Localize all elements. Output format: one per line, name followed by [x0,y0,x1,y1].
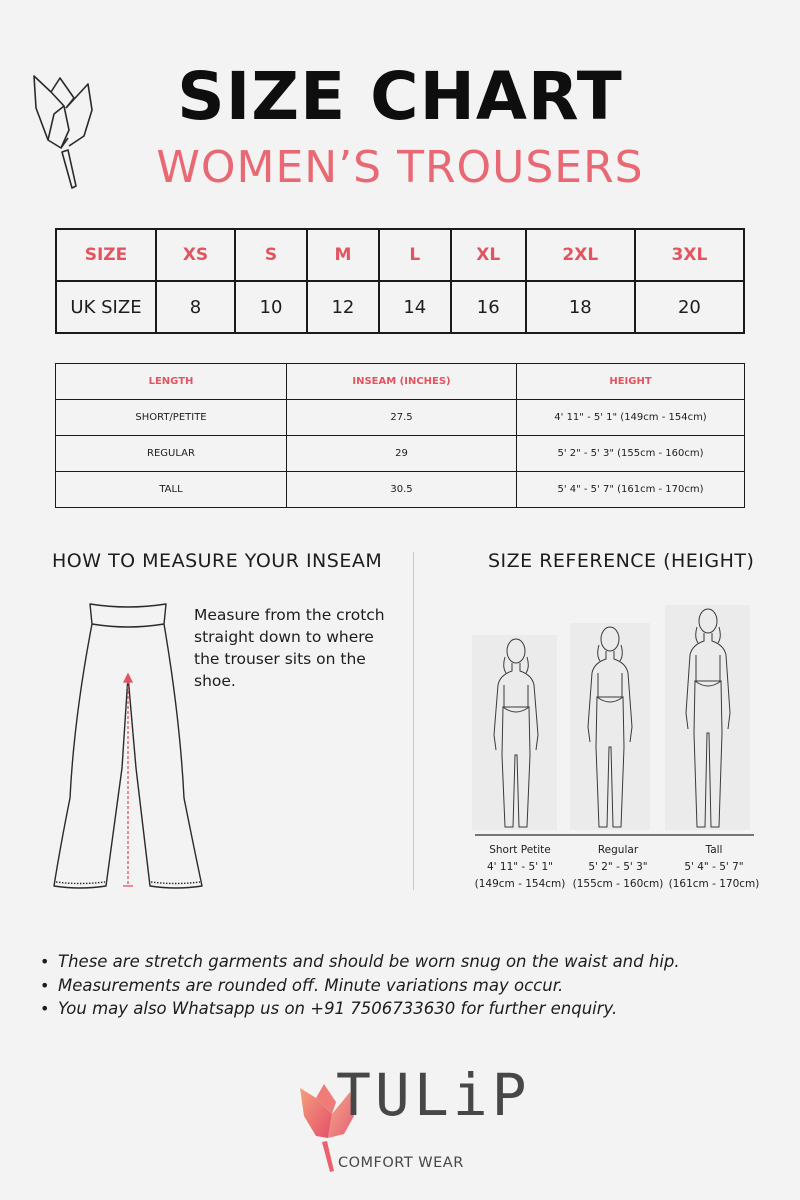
size-header-cell: SIZE [56,229,156,281]
size-header-cell: L [379,229,451,281]
note-item: • You may also Whatsapp us on +91 7506733630 for further enquiry. [38,997,680,1021]
uk-size-cell: 18 [526,281,635,333]
note-item: • Measurements are rounded off. Minute variations may occur. [38,974,680,998]
reference-section-title: SIZE REFERENCE (HEIGHT) [488,550,755,572]
length-row [56,400,745,436]
size-header-cell: XS [156,229,235,281]
inseam-cell: 27.5 [287,400,517,436]
length-header-cell: LENGTH [56,364,287,400]
inseam-cell: 30.5 [287,472,517,508]
figure-height-ft: 5' 2" - 5' 3" [588,861,648,873]
length-cell: SHORT/PETITE [56,400,287,436]
length-table [55,363,745,508]
length-table-header-row [56,364,745,400]
section-divider [413,552,414,890]
figure-height-cm: (149cm - 154cm) [474,878,566,890]
size-header-cell: 2XL [526,229,635,281]
note-item: • These are stretch garments and should be worn snug on the waist and hip. [38,950,680,974]
measure-section-title: HOW TO MEASURE YOUR INSEAM [52,550,383,572]
length-row [56,472,745,508]
brand-name: TULiP [336,1061,531,1129]
height-cell: 5' 2" - 5' 3" (155cm - 160cm) [517,436,745,472]
figure-name: Short Petite [489,844,551,856]
reference-short-petite [470,842,570,893]
inseam-header-cell: INSEAM (INCHES) [287,364,517,400]
reference-regular [568,842,668,893]
height-reference-figures [472,605,762,840]
size-table-header-row [56,229,744,281]
size-header-cell: M [307,229,379,281]
uk-size-cell: 12 [307,281,379,333]
size-header-cell: 3XL [635,229,744,281]
notes-list [38,950,680,1021]
uk-size-row [56,281,744,333]
brand-tagline: COMFORT WEAR [338,1155,464,1171]
figure-name: Regular [597,844,639,856]
size-header-cell: S [235,229,307,281]
uk-size-label: UK SIZE [56,281,156,333]
trouser-illustration [50,598,210,898]
inseam-cell: 29 [287,436,517,472]
size-table [55,228,745,334]
uk-size-cell: 14 [379,281,451,333]
figure-height-ft: 4' 11" - 5' 1" [487,861,553,873]
measure-instructions: Measure from the crotch straight down to where the trouser sits on the shoe. [194,606,385,690]
figure-name: Tall [705,844,723,856]
length-cell: REGULAR [56,436,287,472]
page-subtitle: WOMEN’S TROUSERS [156,142,644,193]
uk-size-cell: 8 [156,281,235,333]
size-header-cell: XL [451,229,526,281]
height-cell: 4' 11" - 5' 1" (149cm - 154cm) [517,400,745,436]
length-row [56,436,745,472]
figure-height-cm: (161cm - 170cm) [668,878,760,890]
figure-height-ft: 5' 4" - 5' 7" [684,861,744,873]
height-cell: 5' 4" - 5' 7" (161cm - 170cm) [517,472,745,508]
page-title: SIZE CHART [177,58,623,135]
reference-tall [664,842,764,893]
uk-size-cell: 16 [451,281,526,333]
figure-height-cm: (155cm - 160cm) [572,878,664,890]
length-cell: TALL [56,472,287,508]
height-header-cell: HEIGHT [517,364,745,400]
uk-size-cell: 10 [235,281,307,333]
uk-size-cell: 20 [635,281,744,333]
